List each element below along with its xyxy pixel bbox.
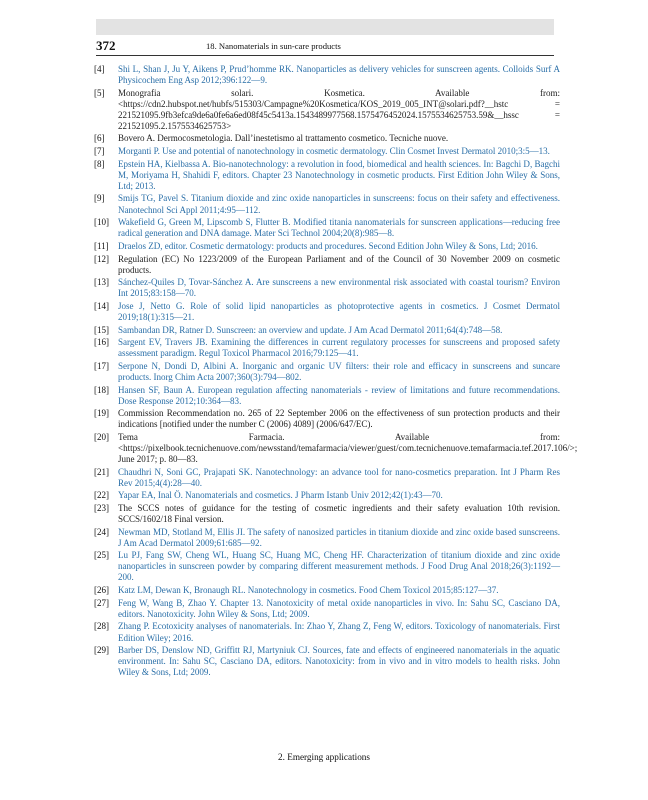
reference-number: [29]: [94, 645, 109, 656]
reference-text: Tema Farmacia. Available from: <https://pixelbook.tecnichenuove.com/newsstand/temafarmacia/viewer/guest/com.tecnichenuove.temafarmacia.tef.2017.106/>; June 2017; p. 80—83.: [118, 431, 578, 465]
reference-number: [15]: [94, 324, 109, 335]
reference-number: [5]: [94, 87, 105, 98]
reference-item: [94, 598, 560, 620]
reference-number: [7]: [94, 146, 105, 157]
reference-link[interactable]: Smijs TG, Pavel S. Titanium dioxide and zinc oxide nanoparticles in sunscreens: focus on their safety and effectiveness. Nanotechnol Sci Appl 2011;4:95—112.: [118, 193, 560, 215]
reference-item: [94, 467, 560, 489]
footer-section-label: 2. Emerging applications: [278, 752, 370, 762]
reference-text: The SCCS notes of guidance for the testing of cosmetic ingredients and their safety evaluation 10th revision. SCCS/1602/18 Final version.: [118, 503, 560, 525]
reference-link[interactable]: Yapar EA, Inal Ö. Nanomaterials and cosmetics. J Pharm Istanb Univ 2012;42(1):43—70.: [118, 490, 443, 501]
reference-number: [18]: [94, 384, 109, 395]
reference-number: [20]: [94, 431, 109, 442]
reference-link[interactable]: Chaudhri N, Soni GC, Prajapati SK. Nanotechnology: an advance tool for nano-cosmetics preparation. Int J Pharm Res Rev 2015;4(4):28—40.: [118, 466, 560, 488]
reference-item: [94, 385, 560, 407]
reference-link[interactable]: Sambandan DR, Ratner D. Sunscreen: an overview and update. J Am Acad Dermatol 2011;64(4):748—58.: [118, 324, 503, 335]
reference-link[interactable]: Jose J, Netto G. Role of solid lipid nanoparticles as photoprotective agents in cosmetics. J Cosmet Dermatol 2019;18(1):315—21.: [118, 300, 560, 322]
reference-number: [24]: [94, 526, 109, 537]
reference-number: [8]: [94, 158, 105, 169]
reference-number: [12]: [94, 253, 109, 264]
reference-link[interactable]: Shi L, Shan J, Ju Y, Aikens P, Prud’homme RK. Nanoparticles as delivery vehicles for sunscreen agents. Colloids Surf A Physicochem Eng Asp 2012;396:122—9.: [118, 64, 560, 86]
reference-number: [22]: [94, 490, 109, 501]
reference-number: [9]: [94, 193, 105, 204]
reference-number: [11]: [94, 240, 109, 251]
reference-number: [14]: [94, 300, 109, 311]
reference-text: Regulation (EC) No 1223/2009 of the European Parliament and of the Council of 30 November 2009 on cosmetic products.: [118, 253, 560, 275]
reference-number: [4]: [94, 64, 105, 74]
reference-item: [94, 621, 560, 643]
reference-number: [10]: [94, 217, 109, 228]
reference-link[interactable]: Sargent EV, Travers JB. Examining the differences in current regulatory processes for sunscreens and proposed safety assessment paradigm. Regul Toxicol Pharmacol 2016;79:125—41.: [118, 337, 560, 359]
reference-number: [13]: [94, 277, 109, 288]
reference-text: Bovero A. Dermocosmetologia. Dall’inestetismo al trattamento cosmetico. Tecniche nuove.: [118, 133, 449, 144]
reference-number: [23]: [94, 503, 109, 514]
reference-number: [21]: [94, 466, 109, 477]
reference-item: [94, 193, 560, 215]
header-divider: [96, 55, 554, 56]
reference-item: [94, 301, 560, 323]
reference-number: [19]: [94, 408, 109, 419]
reference-link[interactable]: Newman MD, Stotland M, Ellis JI. The safety of nanosized particles in titanium dioxide and zinc oxide based sunscreens. J Am Acad Dermatol 2009;61:685—92.: [118, 526, 560, 548]
reference-number: [17]: [94, 360, 109, 371]
reference-item: [94, 527, 560, 549]
reference-link[interactable]: Barber DS, Denslow ND, Griffitt RJ, Martyniuk CJ. Sources, fate and effects of engineered nanomaterials in the aquatic environment. In: Sahu SC, Casciano DA, editors. Nanotoxicity: from in vivo and in vitro models to health risks. John Wiley & Sons, Ltd; 2009.: [118, 645, 560, 678]
reference-link[interactable]: Wakefield G, Green M, Lipscomb S, Flutter B. Modified titania nanomaterials for sunscreen applications—reducing free radical generation and DNA damage. Mater Sci Technol 2004;20(8):985—8.: [118, 217, 560, 239]
reference-item: [94, 277, 560, 299]
reference-link[interactable]: Lu PJ, Fang SW, Cheng WL, Huang SC, Huang MC, Cheng HF. Characterization of titanium dioxide and zinc oxide nanoparticles in sunscreen powder by comparing different measurement methods. J Food Drug Anal 2018;26(3):1192—200.: [118, 550, 560, 583]
reference-item: [94, 361, 560, 383]
page-number: 372: [96, 38, 116, 53]
reference-item: [94, 408, 560, 430]
reference-number: [26]: [94, 585, 109, 596]
page-header: [96, 38, 554, 54]
reference-item: [94, 217, 560, 239]
reference-text: Commission Recommendation no. 265 of 22 September 2006 on the effectiveness of sun protection products and their indications [notified under the number C (2006) 4089] (2006/647/EC).: [118, 408, 560, 430]
reference-link[interactable]: Serpone N, Dondi D, Albini A. Inorganic and organic UV filters: their role and efficacy in sunscreens and suncare products. Inorg Chim Acta 2007;360(3):794—802.: [118, 360, 560, 382]
reference-item: [94, 241, 560, 252]
reference-link[interactable]: Zhang P. Ecotoxicity analyses of nanomaterials. In: Zhao Y, Zhang Z, Feng W, editors. Toxicology of nanomaterials. First Edition Wiley; 2016.: [118, 621, 560, 643]
reference-number: [25]: [94, 550, 109, 561]
reference-link[interactable]: Morganti P. Use and potential of nanotechnology in cosmetic dermatology. Clin Cosmet Invest Dermatol 2010;3:5—13.: [118, 146, 550, 157]
reference-number: [27]: [94, 597, 109, 608]
reference-item: [94, 325, 560, 336]
reference-number: [28]: [94, 621, 109, 632]
reference-item: [94, 64, 560, 86]
reference-link[interactable]: Hansen SF, Baun A. European regulation affecting nanomaterials - review of limitations and future recommendations. Dose Response 2012;10:364—83.: [118, 384, 560, 406]
reference-item: [94, 550, 560, 583]
reference-text: Monografia solari. Kosmetica. Available from: <https://cdn2.hubspot.net/hubfs/515303/Campagne%20Kosmetica/KOS_2019_005_INT@solari.pdf?__hstc = 221521095.9fb3efca9de6a0fe6a6ed08f45c5413a.1543489977568.1575476452024.1575534625753.59&__hssc = 221521095.2.1575534625753>: [118, 87, 560, 131]
reference-item: [94, 431, 578, 465]
reference-item: [94, 146, 560, 157]
reference-link[interactable]: Feng W, Wang B, Zhao Y. Chapter 13. Nanotoxicity of metal oxide nanoparticles in vivo. In: Sahu SC, Casciano DA, editors. Nanotoxicity. John Wiley & Sons, Ltd; 2009.: [118, 597, 560, 619]
reference-item: [94, 585, 560, 596]
running-head: 18. Nanomaterials in sun-care products: [206, 41, 341, 51]
reference-item: [94, 503, 560, 525]
reference-item: [94, 645, 560, 678]
reference-number: [16]: [94, 337, 109, 348]
reference-link[interactable]: Draelos ZD, editor. Cosmetic dermatology: products and procedures. Second Edition John Wiley & Sons, Ltd; 2016.: [118, 240, 538, 251]
reference-item: [94, 254, 560, 276]
reference-list: [94, 64, 578, 680]
reference-item: [94, 337, 560, 359]
reference-number: [6]: [94, 133, 105, 144]
reference-link[interactable]: Epstein HA, Kielbassa A. Bio-nanotechnology: a revolution in food, biomedical and health sciences. In: Bagchi D, Bagchi M, Moriyama H, Shahidi F, editors. Chapter 23 Nanotechnology in cosmetic products. First Edition John Wiley & Sons, Ltd; 2013.: [118, 158, 560, 191]
header-band: [96, 19, 554, 35]
reference-item: [94, 159, 560, 192]
reference-link[interactable]: Sánchez-Quiles D, Tovar-Sánchez A. Are sunscreens a new environmental risk associated with coastal tourism? Environ Int 2015;83:158—70.: [118, 277, 560, 299]
reference-link[interactable]: Katz LM, Dewan K, Bronaugh RL. Nanotechnology in cosmetics. Food Chem Toxicol 2015;85:127—37.: [118, 585, 499, 596]
reference-item: [94, 133, 560, 144]
reference-item: [94, 490, 560, 501]
reference-item: [94, 88, 560, 132]
